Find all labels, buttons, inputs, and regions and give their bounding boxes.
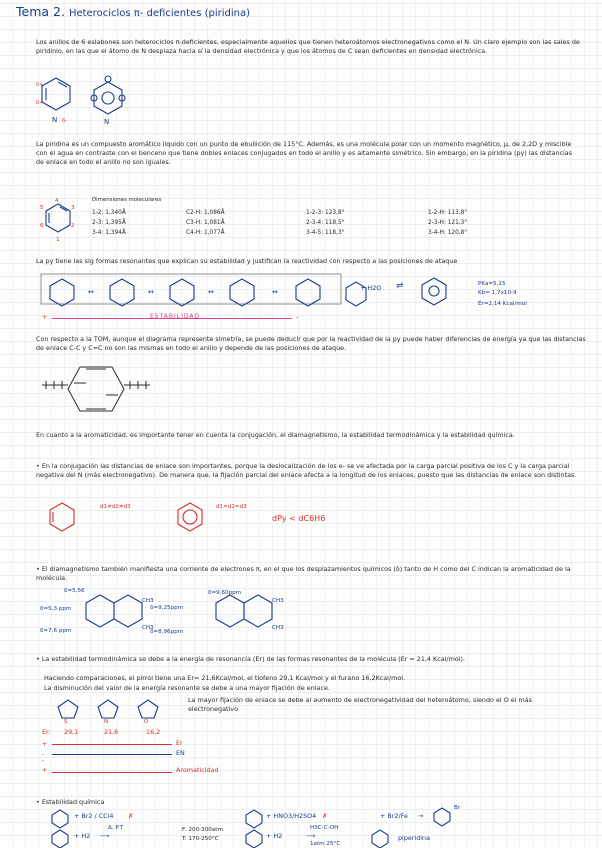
svg-text:N: N (52, 116, 58, 124)
dimensions-table (92, 208, 518, 238)
sign: - (42, 750, 45, 758)
svg-text:↔: ↔ (272, 288, 278, 296)
dimensions-title: Dimensiones moleculares (92, 197, 162, 203)
benzene-distance-relation: d1=d2=d3 (216, 504, 247, 510)
en-arrow (52, 754, 172, 755)
er-label: Er: (42, 728, 51, 736)
pyridine-bond-ring (44, 499, 84, 541)
dim-cell: 2-3: 1,395Å (92, 220, 126, 226)
reaction-4-pressure: F: 200-300atm (182, 827, 223, 833)
resonance-structures (40, 272, 380, 308)
bromopyridine-product (432, 806, 454, 826)
kb-value: Kb= 1,7x10-9 (478, 290, 517, 296)
dim-cell: C2-H: 1,086Å (186, 210, 225, 216)
no-reaction-mark: ✗ (322, 812, 328, 820)
reaction-arrow: → (418, 812, 424, 820)
dim-cell: C3-H: 1,081Å (186, 220, 225, 226)
aromaticity-arrow (52, 772, 172, 773)
sign: - (42, 756, 45, 764)
dim-cell: 3-4-H: 120,8° (428, 230, 468, 236)
svg-text:↔: ↔ (88, 288, 94, 296)
resonance-equation: + H2O (360, 284, 382, 292)
svg-text:δ+: δ+ (36, 100, 44, 106)
en-arrow-label: EN (176, 749, 185, 757)
bromo-substituent: Br (454, 805, 461, 811)
stability-minus: - (296, 313, 299, 321)
ring-number-5: 5 (40, 205, 44, 211)
reaction-1: + Br2 / CCl4 (74, 812, 114, 820)
dim-cell: 2-3-H: 121,3° (428, 220, 468, 226)
er-pyrrole: 21,6 (104, 728, 119, 736)
tom-diagram (40, 355, 170, 423)
resonance-paragraph: La py tiene las sig formas resonantes que explican su estabilidad y justifican la reactividad con respecto a las posiciones de ataque (36, 257, 458, 265)
hetero-label: N (104, 719, 109, 725)
pka-value: PKa=5,15 (478, 281, 506, 287)
shift-value: δ=9,60ppm (208, 590, 242, 596)
stability-label: ESTABILIDAD (150, 313, 201, 320)
reaction-arrow: ⟶ (306, 832, 316, 840)
svg-text:δ-: δ- (62, 118, 67, 124)
shift-value: δ=8,96ppm (150, 629, 184, 635)
hetero-label: S (64, 719, 68, 725)
piperidine-label: piperidina (398, 834, 431, 842)
thermo-decrease: La disminución del valor de la energía resonante se debe a una mayor fijación de enlace. (44, 684, 330, 692)
shift-value: δ=7,6 ppm (40, 628, 72, 634)
pyridine-paragraph: La piridina es un compuesto aromático líquido con un punto de ebullición de 115°C. Además, es una molécula polar con un momento magnético, μ, de 2,2D y miscible con el agua en contraste con el benceno que tiene dobles enlaces conjugados en todo el anillo y es altamente simétrico. Sin embargo, en la piridina (py) las distancias de enlace en todo el anillo no son iguales. (36, 140, 573, 166)
reaction-5-temperature: 1atm 25°C (310, 841, 341, 847)
tom-paragraph: Con respecto a la TOM, aunque el diagrama represente simetría, se puede deducir que por la reactividad de la py puede haber diferencias de energía ya que las distancias de enlace C-C y C=C no son las mismas en todo el anillo y depende de las posiciones de ataque. (36, 335, 586, 352)
dim-cell: 1-2: 1,340Å (92, 210, 126, 216)
piperidine-product (370, 828, 392, 848)
ring-number-3: 3 (71, 205, 75, 211)
reaction-5: + H2 (266, 832, 283, 840)
reaction-arrow: ⟶ (100, 832, 110, 840)
shift-value: δ=5,3 ppm (40, 606, 72, 612)
reaction-3: + Br2/Fe (380, 812, 408, 820)
svg-text:δ+: δ+ (36, 82, 44, 88)
dim-cell: 3-4-5: 118,3° (306, 230, 345, 236)
er-thiophene: 29,1 (64, 728, 79, 736)
intro-paragraph: Los anillos de 6 eslabones son heterociclos π-deficientes, especialmente aquellos que tienen heteroátomos electronegativos como el N. Un claro ejemplo son las sales de piridinio, en las que el átomo de N desplaza hacia sí la densidad electrónica y que los átomos de C sean deficientes en densidad electrónica. (36, 38, 580, 55)
stability-plus: + (42, 313, 48, 321)
dim-cell: 1-2-H: 113,8° (428, 210, 468, 216)
distance-comparison: dPy < dC6H6 (272, 514, 326, 523)
hetero-label: O (144, 719, 149, 725)
shift-value: δ=9,25ppm (150, 605, 184, 611)
aromaticity-arrow-label: Aromaticidad (176, 766, 219, 774)
page-title: Tema 2. Heterociclos π- deficientes (piridina) (16, 4, 250, 19)
reaction-2: + HNO3/H2SO4 (266, 812, 317, 820)
conjugation-bullet: • En la conjugación las distancias de enlace son importantes, porque la deslocalización de los e- se ve afectada por la carga parcial positiva de los C y la carga parcial negativa del N (más electronegativo). De manera que, la fijación parcial del enlace afecta a la longitud de los enlaces, puesto que las distancias de enlace son distintas. (36, 462, 577, 479)
thermo-bullet: • La estabilidad termodinámica se debe a la energía de resonancia (Er) de las formas resonantes de la molécula (Er = 21,4 Kcal/mol). (36, 655, 466, 663)
svg-text:↔: ↔ (148, 288, 154, 296)
reaction-4: + H2 (74, 832, 91, 840)
ring-number-1: 1 (56, 237, 60, 243)
dim-cell: 1-2-3: 123,8° (306, 210, 345, 216)
pyridine-reagent (244, 808, 266, 848)
er-arrow-label: Er (176, 739, 183, 747)
dim-cell: 3-4: 1,394Å (92, 230, 126, 236)
reaction-4-temperature: T: 170-250°C (182, 836, 219, 842)
ring-number-2: 2 (71, 223, 75, 229)
er-arrow (52, 744, 172, 745)
pyridine-distance-relation: d1≠d2≠d3 (100, 504, 131, 510)
diamagnetism-bullet: • El diamagnetismo también manifiesta una corriente de electrones π, en el que los desplazamientos químicos (δ) tanto de H como del C indican la aromaticidad de la molécula. (36, 565, 571, 582)
aromaticity-paragraph: En cuanto a la aromaticidad, es importante tener en cuenta la conjugación, el diamagnetismo, la estabilidad termodinámica y la estabilidad química. (36, 431, 515, 439)
er-furan: 16,2 (146, 728, 161, 736)
dim-cell: 2-3-4: 118,5° (306, 220, 345, 226)
five-ring-heterocycles (56, 694, 176, 724)
svg-text:N: N (104, 118, 110, 126)
reaction-5-conditions: H3C-C-OH (310, 825, 339, 831)
reaction-4-conditions: Δ, P.T (108, 825, 124, 831)
methyl-label: CH3 (142, 625, 154, 631)
sign: + (42, 766, 48, 774)
dim-cell: C4-H: 1,077Å (186, 230, 225, 236)
chemical-stability-title: • Estabilidad química (36, 798, 105, 806)
methyl-label: CH3 (272, 598, 284, 604)
thermo-electronegativity: La mayor fijación de enlace se debe al aumento de electronegatividad del heteroátomo, siendo el O el más electronegativo (188, 696, 532, 713)
pyridinium-product (420, 274, 450, 310)
methyl-label: CH3 (142, 598, 154, 604)
svg-text:↔: ↔ (208, 288, 214, 296)
sign: + (42, 740, 48, 748)
ring-number-4: 4 (55, 198, 59, 204)
shift-value: δ=5,56 (64, 588, 85, 594)
er-value: Er=2,14 Kcal/mol (478, 301, 527, 307)
benzene-bond-ring (172, 499, 212, 541)
no-reaction-mark: ✗ (128, 812, 134, 820)
thermo-comparison: Haciendo comparaciones, el pirrol tiene una Er= 21,6Kcal/mol, el tiofeno 29,1 Kcal/mol y el furano 16,2Kcal/mol. (44, 674, 406, 682)
benzene-reagent (50, 808, 72, 848)
pyridinium-structures (36, 74, 146, 130)
equilibrium-arrow: ⇌ (396, 281, 404, 291)
methyl-label: CH3 (272, 625, 284, 631)
ring-number-6: 6 (40, 223, 44, 229)
